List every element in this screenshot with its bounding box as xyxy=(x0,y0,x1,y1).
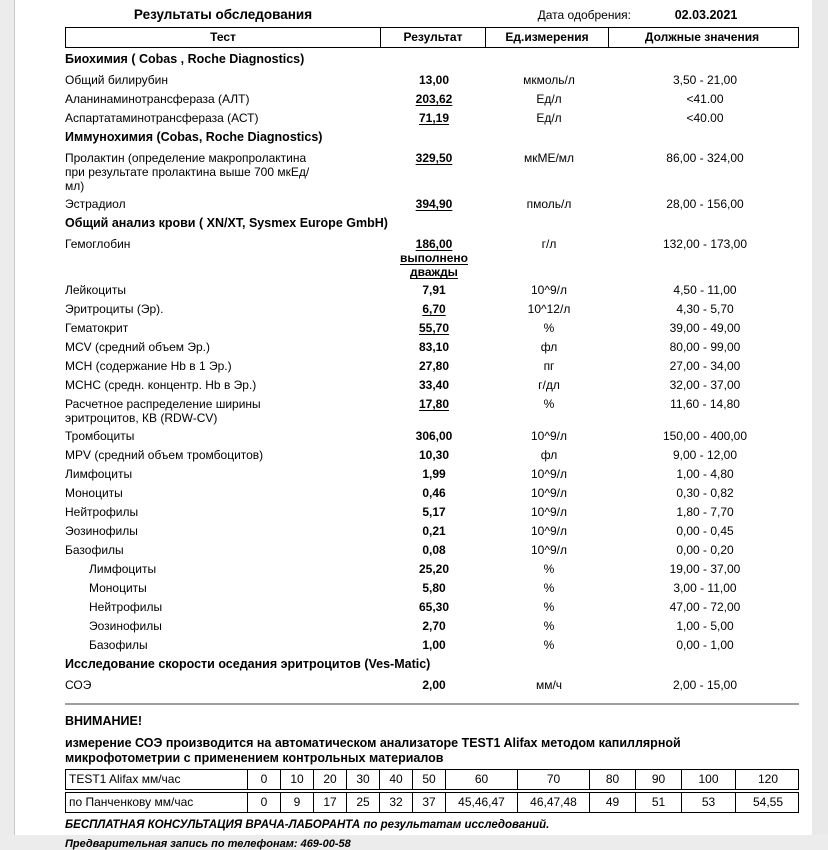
test-name: Гемоглобин xyxy=(65,237,131,251)
test-unit: 10^9/л xyxy=(531,429,567,443)
test-result: 1,00 xyxy=(422,638,446,652)
test-range: 0,30 - 0,82 xyxy=(676,486,734,500)
report-header xyxy=(65,7,799,25)
esr-value-cell: 49 xyxy=(589,793,635,812)
table-row xyxy=(65,319,799,338)
test-range: 150,00 - 400,00 xyxy=(662,429,748,443)
test-unit: фл xyxy=(540,448,558,462)
table-row xyxy=(65,541,799,560)
table-row xyxy=(65,465,799,484)
table-row xyxy=(65,617,799,636)
test-range: 28,00 - 156,00 xyxy=(666,197,744,211)
test-unit: пг xyxy=(543,359,555,373)
test-name: Лимфоциты xyxy=(89,562,157,576)
test-name: Моноциты xyxy=(89,581,147,595)
test-result: 7,91 xyxy=(422,283,446,297)
test-name: Лейкоциты xyxy=(65,283,127,297)
test-unit: 10^9/л xyxy=(531,283,567,297)
test-range: 1,80 - 7,70 xyxy=(676,505,734,519)
test-result: 0,21 xyxy=(422,524,446,538)
test-range: 32,00 - 37,00 xyxy=(669,378,741,392)
esr-value-cell: 90 xyxy=(635,770,681,789)
table-row xyxy=(65,71,799,90)
test-range: 86,00 - 324,00 xyxy=(666,151,744,165)
section-header-row xyxy=(65,655,799,676)
test-unit: % xyxy=(543,562,555,576)
table-row xyxy=(65,149,799,195)
test-unit: % xyxy=(543,638,555,652)
test-range: 2,00 - 15,00 xyxy=(672,678,738,692)
test-range: 19,00 - 37,00 xyxy=(669,562,741,576)
test-name: Нейтрофилы xyxy=(65,505,139,519)
attention-title: ВНИМАНИЕ! xyxy=(65,714,142,728)
test-range: 80,00 - 99,00 xyxy=(669,340,741,354)
test-unit: мм/ч xyxy=(535,678,563,692)
test-result: 55,70 xyxy=(418,321,450,335)
table-row xyxy=(65,90,799,109)
test-name: Тромбоциты xyxy=(65,429,135,443)
test-name: Базофилы xyxy=(89,638,148,652)
test-range: 1,00 - 5,00 xyxy=(676,619,734,633)
test-result: 10,30 xyxy=(418,448,450,462)
test-name: Эстрадиол xyxy=(65,197,126,211)
table-row xyxy=(65,446,799,465)
test-range: <41.00 xyxy=(686,92,724,106)
table-row xyxy=(65,560,799,579)
esr-value-cell: 20 xyxy=(313,770,346,789)
section-divider xyxy=(65,703,799,705)
table-row xyxy=(65,300,799,319)
test-result: 2,00 xyxy=(422,678,446,692)
test-name: СОЭ xyxy=(65,678,92,692)
test-name: MCH (содержание Hb в 1 Эр.) xyxy=(65,359,232,373)
test-name: Расчетное распределение ширины эритроцитов, КВ (RDW-CV) xyxy=(65,397,261,425)
test-unit: 10^9/л xyxy=(531,486,567,500)
esr-value-cell: 53 xyxy=(681,793,735,812)
column-header-result: Результат xyxy=(380,28,485,47)
test-result: 13,00 xyxy=(418,73,450,87)
table-row xyxy=(65,338,799,357)
test-result: 2,70 xyxy=(422,619,446,633)
test-range: 11,60 - 14,80 xyxy=(670,397,740,411)
test-unit: % xyxy=(543,619,555,633)
esr-value-cell: 40 xyxy=(379,770,412,789)
test-name: Эритроциты (Эр). xyxy=(65,302,164,316)
esr-row-label: TEST1 Alifax мм/час xyxy=(69,772,181,786)
table-row xyxy=(65,579,799,598)
test-range: 1,00 - 4,80 xyxy=(676,467,734,481)
table-row xyxy=(65,676,799,695)
results-rows xyxy=(65,50,799,695)
test-name: Эозинофилы xyxy=(65,524,138,538)
test-unit: Ед/л xyxy=(536,92,562,106)
test-result: 71,19 xyxy=(418,111,450,125)
test-range: 9,00 - 12,00 xyxy=(672,448,738,462)
esr-value-cell: 0 xyxy=(247,793,280,812)
test-range: 3,50 - 21,00 xyxy=(672,73,738,87)
test-range: 0,00 - 0,45 xyxy=(676,524,734,538)
test-unit: мкМЕ/мл xyxy=(523,151,575,165)
table-row xyxy=(65,395,799,427)
results-table-header xyxy=(65,27,799,48)
test-unit: 10^9/л xyxy=(531,543,567,557)
table-row xyxy=(65,357,799,376)
table-row xyxy=(65,427,799,446)
esr-value-cell: 10 xyxy=(280,770,313,789)
test-name: Нейтрофилы xyxy=(89,600,163,614)
test-name: Аспартатаминотрансфераза (АСТ) xyxy=(65,111,259,125)
esr-value-cell: 25 xyxy=(346,793,379,812)
approval-date-value: 02.03.2021 xyxy=(674,8,738,22)
test-result: 329,50 xyxy=(415,151,453,165)
table-row xyxy=(65,281,799,300)
esr-value-cell: 37 xyxy=(412,793,445,812)
esr-table-row xyxy=(65,769,799,790)
section-label: Исследование скорости оседания эритроцитов (Ves-Matic) xyxy=(65,657,431,671)
test-result: 25,20 xyxy=(418,562,450,576)
test-name: Пролактин (определение макропролактина при результате пролактина выше 700 мкЕд/мл) xyxy=(65,151,310,193)
test-result: 5,17 xyxy=(422,505,446,519)
test-range: 39,00 - 49,00 xyxy=(669,321,741,335)
test-result: 27,80 xyxy=(418,359,450,373)
test-result: 0,08 xyxy=(422,543,446,557)
test-result: 5,80 xyxy=(422,581,446,595)
test-range: 4,50 - 11,00 xyxy=(673,283,737,297)
test-range: 0,00 - 1,00 xyxy=(676,638,734,652)
test-unit: 10^9/л xyxy=(531,467,567,481)
table-row xyxy=(65,109,799,128)
section-header-row xyxy=(65,214,799,235)
esr-value-cell: 9 xyxy=(280,793,313,812)
esr-value-cell: 54,55 xyxy=(735,793,800,812)
test-range: 132,00 - 173,00 xyxy=(662,237,748,251)
table-row xyxy=(65,484,799,503)
test-unit: г/дл xyxy=(538,378,560,392)
esr-value-cell: 50 xyxy=(412,770,445,789)
test-range: <40.00 xyxy=(686,111,724,125)
test-name: Аланинаминотрансфераза (АЛТ) xyxy=(65,92,250,106)
esr-row-label: по Панченкову мм/час xyxy=(69,795,194,809)
test-name: MCHC (средн. концентр. Hb в Эр.) xyxy=(65,378,257,392)
table-row xyxy=(65,522,799,541)
section-header-row xyxy=(65,128,799,149)
section-label: Общий анализ крови ( XN/XT, Sysmex Europe GmbH) xyxy=(65,216,388,230)
test-unit: 10^12/л xyxy=(527,302,571,316)
test-name: Базофилы xyxy=(65,543,124,557)
esr-value-cell: 0 xyxy=(247,770,280,789)
table-row xyxy=(65,235,799,281)
esr-value-cell: 120 xyxy=(735,770,800,789)
column-header-units: Ед.измерения xyxy=(485,28,608,47)
booking-note: Предварительная запись по телефонам: 469-00-58 xyxy=(65,838,351,850)
test-unit: Ед/л xyxy=(536,111,562,125)
test-unit: % xyxy=(543,600,555,614)
test-unit: мкмоль/л xyxy=(523,73,575,87)
table-row xyxy=(65,376,799,395)
section-header-row xyxy=(65,50,799,71)
test-range: 3,00 - 11,00 xyxy=(673,581,737,595)
test-result: 203,62 xyxy=(415,92,453,106)
test-name: Общий билирубин xyxy=(65,73,168,87)
esr-value-cell: 60 xyxy=(445,770,517,789)
approval-date-label: Дата одобрения: xyxy=(537,8,631,22)
test-unit: фл xyxy=(540,340,558,354)
test-result: 17,80 xyxy=(418,397,450,411)
test-range: 0,00 - 0,20 xyxy=(676,543,734,557)
test-name: Эозинофилы xyxy=(89,619,162,633)
attention-text: измерение СОЭ производится на автоматическом анализаторе TEST1 Alifax методом капиллярной микрофотометрии с применением контрольных материалов xyxy=(65,736,681,765)
test-unit: 10^9/л xyxy=(531,505,567,519)
esr-value-cell: 51 xyxy=(635,793,681,812)
test-name: Лимфоциты xyxy=(65,467,133,481)
viewer-right-margin xyxy=(812,0,828,835)
esr-value-cell: 80 xyxy=(589,770,635,789)
test-range: 47,00 - 72,00 xyxy=(669,600,741,614)
esr-value-cell: 32 xyxy=(379,793,412,812)
esr-value-cell: 46,47,48 xyxy=(517,793,589,812)
test-result: 65,30 xyxy=(418,600,450,614)
test-unit: % xyxy=(543,581,555,595)
report-content xyxy=(65,0,799,850)
esr-value-cell: 17 xyxy=(313,793,346,812)
table-row xyxy=(65,636,799,655)
test-result: 83,10 xyxy=(418,340,450,354)
esr-value-cell: 100 xyxy=(681,770,735,789)
test-result: 33,40 xyxy=(418,378,450,392)
test-result: 394,90 xyxy=(415,197,453,211)
test-unit: % xyxy=(543,321,555,335)
test-range: 27,00 - 34,00 xyxy=(669,359,741,373)
lab-report-page xyxy=(15,0,812,850)
test-name: Гематокрит xyxy=(65,321,129,335)
test-unit: 10^9/л xyxy=(531,524,567,538)
esr-value-cell: 45,46,47 xyxy=(445,793,517,812)
test-result: 6,70 xyxy=(422,302,446,316)
table-row xyxy=(65,503,799,522)
test-result: 1,99 xyxy=(422,467,446,481)
consultation-note: БЕСПЛАТНАЯ КОНСУЛЬТАЦИЯ ВРАЧА-ЛАБОРАНТА по результатам исследований. xyxy=(65,819,550,831)
column-header-reference: Должные значения xyxy=(608,28,795,47)
table-row xyxy=(65,195,799,214)
esr-value-cell: 70 xyxy=(517,770,589,789)
test-range: 4,30 - 5,70 xyxy=(676,302,734,316)
page-title: Результаты обследования xyxy=(133,7,313,22)
test-unit: пмоль/л xyxy=(526,197,572,211)
section-label: Биохимия ( Cobas , Roche Diagnostics) xyxy=(65,52,305,66)
test-name: MCV (средний объем Эр.) xyxy=(65,340,210,354)
column-header-test: Тест xyxy=(210,30,236,44)
test-result: 186,00 выполнено дважды xyxy=(399,237,469,279)
test-unit: % xyxy=(543,397,555,411)
test-name: Моноциты xyxy=(65,486,123,500)
test-result: 0,46 xyxy=(422,486,446,500)
test-result: 306,00 xyxy=(415,429,453,443)
esr-table-row xyxy=(65,792,799,813)
test-unit: г/л xyxy=(541,237,557,251)
esr-conversion-table xyxy=(65,769,799,813)
section-label: Иммунохимия (Cobas, Roche Diagnostics) xyxy=(65,130,323,144)
esr-value-cell: 30 xyxy=(346,770,379,789)
viewer-left-margin xyxy=(0,0,15,835)
table-row xyxy=(65,598,799,617)
test-name: MPV (средний объем тромбоцитов) xyxy=(65,448,264,462)
